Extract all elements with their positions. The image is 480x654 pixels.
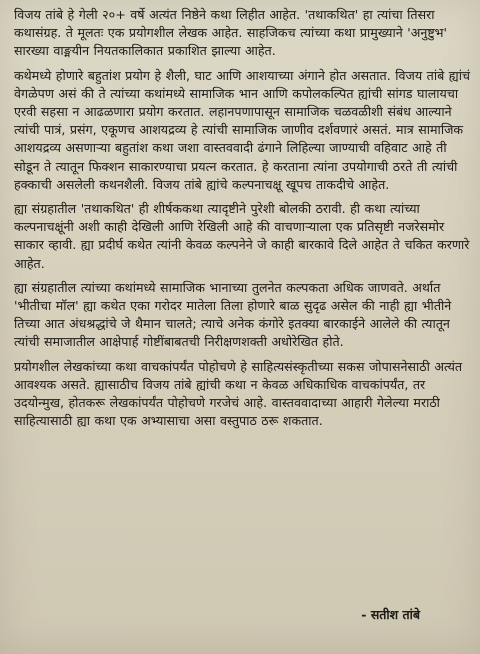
paragraph-conclusion: प्रयोगशील लेखकांच्या कथा वाचकांपर्यंत पोहोचणे हे साहित्यसंस्कृतीच्या सकस जोपासनेसाठी अत्यंत आवश्यक असते. ह्यासाठीच विजय तांबे ह्यांची कथा न केवळ अधिकाधिक वाचकांपर्यंत, तर उदयोन्मुख, होतकरू लेखकांपर्यंत पोहोचणे गरजेचं आहे. वास्तववादाच्या आहारी गेलेल्या मराठी साहित्यासाठी ह्या कथा एक अभ्यासाचा असा वस्तुपाठ ठरू शकतात. [14, 358, 463, 429]
paragraph-intro: विजय तांबे हे गेली २०+ वर्षे अत्यंत निष्ठेने कथा लिहीत आहेत. 'तथाकथित' हा त्यांचा तिसरा कथासंग्रह. ते मूलतः एक प्रयोगशील लेखक आहेत. साहजिकच त्यांच्या कथा प्रामुख्याने 'अनुष्टुभ' सारख्या वाङ्मयीन नियतकालिकात प्रकाशित झाल्या आहेत. [14, 7, 447, 59]
author-signature: - सतीश तांबे [361, 607, 420, 622]
paragraph-title-story: ह्या संग्रहातील 'तथाकथित' ही शीर्षककथा त्यादृष्टीने पुरेशी बोलकी ठरावी. ही कथा त्यांच्या कल्पनाचक्षूंनी अशी काही देखिली आणि रेखिली आहे की वाचणाऱ्याला एक प्रतिसृष्टी नजरेसमोर साकार व्हावी. ह्या प्रदीर्घ कथेत त्यांनी केवळ कल्पनेने जे काही बारकावे दिले आहेत ते चकित करणारे आहेत. [14, 201, 470, 271]
paragraph-fear-mall: ह्या संग्रहातील त्यांच्या कथांमध्ये सामाजिक भानाच्या तुलनेत कल्पकता अधिक जाणवते. अर्थात 'भीतीचा मॉल' ह्या कथेत एका गरोदर मातेला तिला होणारे बाळ सुदृढ असेल की नाही ह्या भीतीने तिच्या आत अंधश्रद्धांचे जे थैमान चालते; त्याचे अनेक कंगोरे इतक्या बारकाईने आलेले की त्यातून त्यांची समाजातील आक्षेपार्ह गोष्टींबाबतची निरीक्षणशक्ती अधोरेखित होते. [14, 279, 452, 350]
paragraph-experiments: कथेमध्ये होणारे बहुतांश प्रयोग हे शैली, घाट आणि आशयाच्या अंगाने होत असतात. विजय तांबे ह्यांचं वेगळेपण असं की ते त्यांच्या कथांमध्ये सामाजिक भान आणि कपोलकल्पित ह्यांची सांगड घालायचा एरवी सहसा न आढळणारा प्रयोग करतात. लहानपणापासून सामाजिक चळवळीशी संबंध आल्याने त्यांची पात्रं, प्रसंग, एकूणच आशयद्रव्य हे त्यांची सामाजिक जाणीव दर्शवणारं असतं. मात्र सामाजिक आशयद्रव्य असणाऱ्या बहुतांश कथा जशा वास्तववादी ढंगाने लिहिल्या जाण्याची वहिवाट आहे ती सोडून ते त्यातून फिक्शन साकारण्याचा प्रयत्न करतात. हे करताना त्यांना उपयोगाची ठरते ती त्यांची हक्काची असलेली कथनशैली. विजय तांबे ह्यांचे कल्पनाचक्षू खूपच ताकदीचे आहेत. [14, 67, 470, 192]
